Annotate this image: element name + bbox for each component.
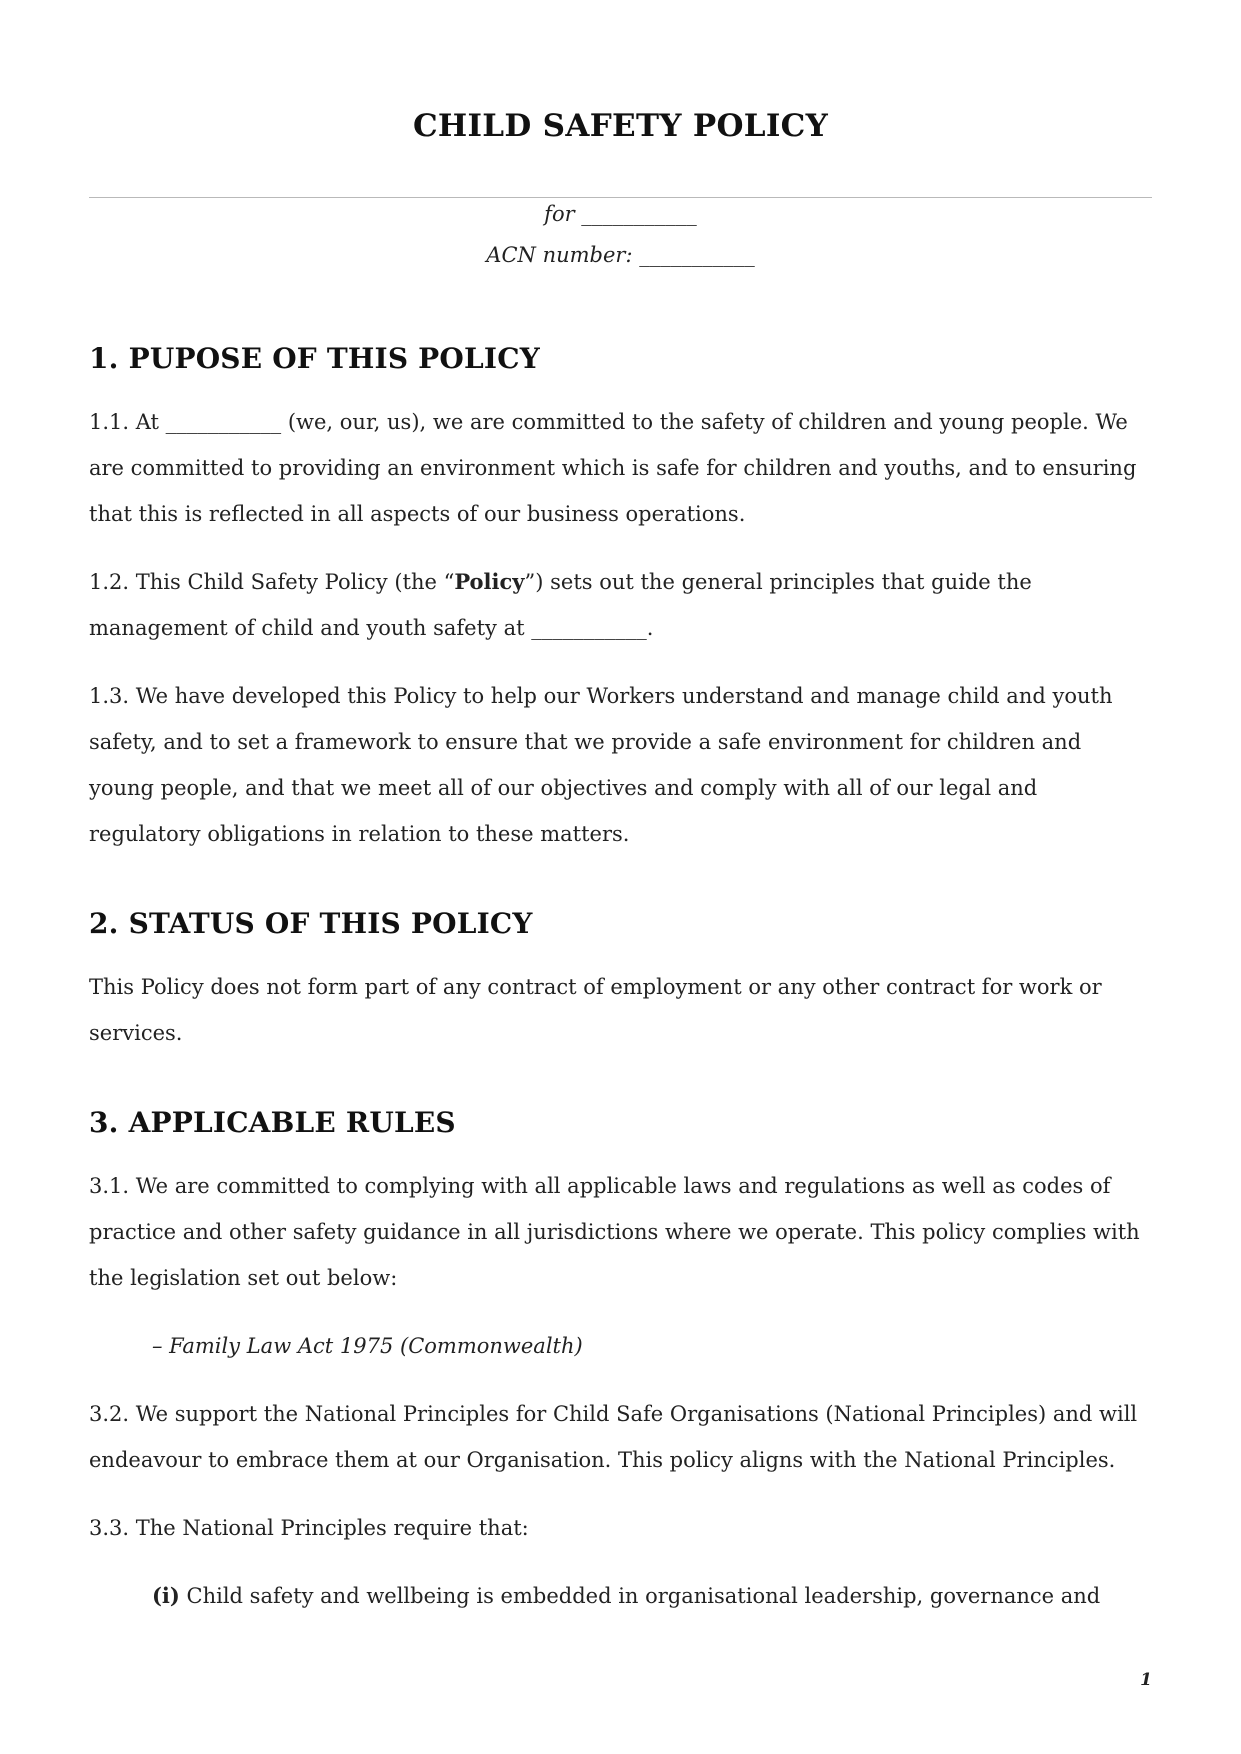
section-applicable-rules	[89, 1106, 1152, 1619]
section-purpose	[89, 342, 1152, 857]
paragraph-3-3: 3.3. The National Principles require that:	[89, 1516, 529, 1540]
paragraph-3-2: 3.2. We support the National Principles for Child Safe Organisations (National Principles) and will endeavour to embrace them at our Organisation. This policy aligns with the National Principles.	[89, 1402, 1138, 1472]
paragraph-1-1: 1.1. At ___________ (we, our, us), we are committed to the safety of children and young people. We are committed to providing an environment which is safe for children and youths, and to ensuring that this is reflected in all aspects of our business operations.	[89, 410, 1137, 526]
section-heading: 2. STATUS OF THIS POLICY	[89, 907, 533, 940]
paragraph-1-2-end: ”) sets out the general principles that guide the management of child and youth safety at ___________.	[89, 570, 1032, 640]
paragraph-1-3: 1.3. We have developed this Policy to help our Workers understand and manage child and youth safety, and to set a framework to ensure that we provide a safe environment for children and young people, and that we meet all of our objectives and comply with all of our legal and regulatory obligations in relation to these matters.	[89, 684, 1113, 846]
paragraph-1-2-start: 1.2. This Child Safety Policy (the “	[89, 570, 455, 594]
legislation-item: – Family Law Act 1975 (Commonwealth)	[152, 1334, 583, 1358]
document-body	[89, 342, 1152, 1641]
paragraph-2: This Policy does not form part of any contract of employment or any other contract for work or services.	[89, 975, 1102, 1045]
section-gap	[89, 1078, 1152, 1106]
page-number: 1	[1140, 1670, 1152, 1690]
document-title: CHILD SAFETY POLICY	[412, 108, 829, 144]
section-heading: 1. PUPOSE OF THIS POLICY	[89, 342, 540, 375]
paragraph-1-2	[89, 559, 1152, 651]
section-status	[89, 907, 1152, 1056]
policy-term: Policy	[454, 569, 525, 594]
acn-line: ACN number: ___________	[486, 243, 755, 267]
section-gap	[89, 879, 1152, 907]
title-divider	[89, 197, 1152, 198]
principle-item-label: (i)	[152, 1583, 180, 1608]
principle-item-text: Child safety and wellbeing is embedded in organisational leadership, governance and	[179, 1584, 1101, 1608]
principle-item-i	[152, 1573, 1152, 1619]
for-line: for ___________	[544, 202, 697, 226]
paragraph-3-1: 3.1. We are committed to complying with all applicable laws and regulations as well as codes of practice and other safety guidance in all jurisdictions where we operate. This policy complies with the legislation set out below:	[89, 1174, 1140, 1290]
section-heading: 3. APPLICABLE RULES	[89, 1106, 456, 1139]
